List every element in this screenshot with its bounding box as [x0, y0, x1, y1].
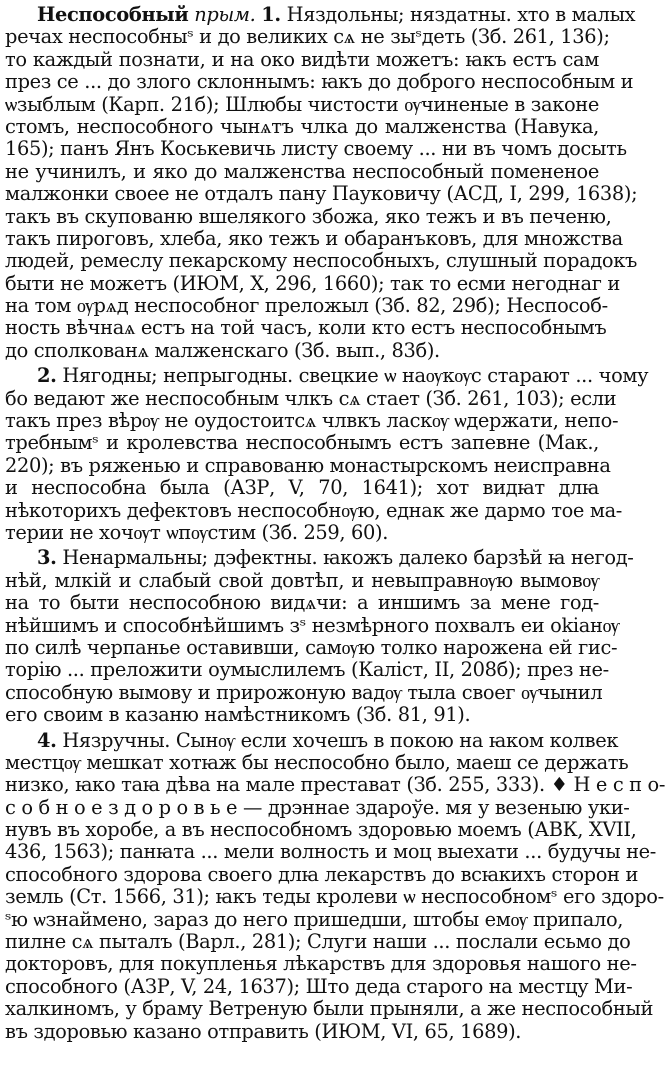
headword: Неспособный — [37, 3, 189, 26]
text-line: до сполкованѧ малженскаго (Зб. вып., 83б). — [5, 338, 440, 362]
text-line: Неспособный прым. 1. Няздольны; няздатны. хто в малых — [37, 3, 636, 26]
text-line: способную вымову и прирожоную вадѹ тыла своег ѹчынил — [5, 680, 603, 704]
text-line: терии не хочѹт ѡпѹстим (Зб. 259, 60). — [5, 520, 389, 544]
text-line: то каждый познати, и на око видѣти можетъ: ꙗкъ естъ сам — [5, 47, 599, 71]
text-line: малжонки своее не отдалъ пану Пауковичу (АСД, I, 299, 1638); — [5, 182, 638, 206]
sense-number: 4. — [37, 728, 57, 752]
text-line: ность вѣчнаѧ естъ на той часъ, коли кто естъ неспособнымъ — [5, 316, 607, 340]
text-line: 2. Нягодны; непрыгодны. свецкие ѡ наѹкѹс старают ... чому — [37, 364, 649, 388]
text-line: быти не можетъ (ИЮМ, X, 296, 1660); так то есми негоднаг и — [5, 271, 620, 295]
text-line: требнымˢ и кролевства неспособнымъ естъ запевне (Мак., — [5, 431, 599, 455]
text-line: земль (Ст. 1566, 31); ꙗкъ теды кролеви ѡ неспособномˢ его здоро- — [5, 885, 664, 909]
text-line: торію ... преложити оумыслилемъ (Каліст, II, 208б); през не- — [5, 658, 609, 682]
text-line: бо ведают же неспособным члкъ сѧ стает (Зб. 261, 103); если — [5, 386, 617, 410]
sense-number: 3. — [37, 546, 57, 570]
text-line: 165); панъ Янъ Коськевичь листу своему ... ни въ чомъ досыть — [5, 137, 627, 161]
text-line: нѣкоторихъ дефектовъ неспособнѹю, еднак же дармо тое ма- — [5, 498, 622, 522]
text-line: и неспособна была (АЗР, V, 70, 1641); хот видꙗт длꙗ — [5, 476, 599, 500]
text-line: 3. Ненармальны; дэфектны. ꙗкожъ далеко барзѣй ꙗ негод- — [37, 546, 634, 570]
sense-paragraph — [5, 3, 638, 362]
text-line: его своим в казаню намѣстникомъ (Зб. 81, 91). — [5, 703, 471, 727]
text-line: въ здоровью казано отправить (ИЮМ, VI, 65, 1689). — [5, 1019, 522, 1043]
sense-paragraph — [5, 546, 634, 727]
text-line: способного (АЗР, V, 24, 1637); Што деда старого на местцу Ми- — [5, 974, 633, 998]
text-line: стомъ, неспособного чынѧтъ члка до малженства (Навука, — [5, 114, 599, 138]
text-line: нѣйшимъ и способнѣйшимъ зˢ незмѣрного похвалъ еи оkiанѹ — [5, 613, 620, 637]
text-line: людей, ремеслу пекарскому неспособныхъ, слушный порадокъ — [5, 249, 637, 273]
text-line: по силѣ черпанье оставивши, самѹю толко нарожена ей гис- — [5, 635, 618, 659]
sense-paragraph — [5, 728, 665, 1043]
text-line: 436, 1563); панꙗта ... мели волность и моц выехати ... будучы не- — [5, 840, 656, 864]
text-line: местцѹ мешкат хотꙗж бы неспособно было, маеш се держать — [5, 750, 629, 774]
text-line: такъ въ скупованю вшелякого збожа, яко тежъ и въ печеню, — [5, 204, 612, 228]
text-line: халкиномъ, у браму Ветреную были прыняли, а же неспособный — [5, 997, 654, 1021]
text-line: способного здорова своего длꙗ лекарствъ до всꙗкихъ сторон и — [5, 862, 639, 886]
text-line: ѡзыблым (Карп. 21б); Шлюбы чистости ѹчиненые в законе — [5, 92, 599, 116]
text-line: нѣй, млкій и слабый свой довтѣп, и невыправнѹю вымовѹ — [5, 568, 599, 592]
sense-number: 2. — [37, 364, 57, 388]
text-line: 220); въ ряженью и справованю монастырскомъ неисправна — [5, 453, 611, 477]
text-line: такъ през вѣрѹ не оудостоитсѧ члвкъ ласкѹ ѡдержати, непо- — [5, 409, 619, 433]
text-line: през се ... до злого склоннымъ: ꙗкъ до доброго неспособным и — [5, 70, 634, 94]
text-line: докторовъ, для покупленья лѣкарствъ для здоровья нашого не- — [5, 952, 637, 976]
text-line: ˢю ѡзнаймено, зараз до него пришедши, штобы емѹ припало, — [5, 907, 624, 931]
text-line: речах неспособныˢ и до великих сѧ не зыˢдеть (Зб. 261, 136); — [5, 25, 610, 49]
text-line: низко, ꙗко таꙗ дѣва на мале престават (Зб. 255, 333). ♦ Н е с п о- — [5, 773, 665, 797]
sense-paragraph — [5, 364, 649, 544]
text-line: с о б н о е з д о р о в ь е — дрэннае здароўе. мя у везеныю уки- — [5, 795, 630, 819]
text-line: такъ пироговъ, хлеба, яко тежъ и обаранъковъ, для множства — [5, 226, 623, 250]
text-line: 4. Нязручны. Сынѹ если хочешъ в покою на ꙗком колвек — [37, 728, 619, 752]
text-line: не учинилъ, и яко до малженства неспособный помененое — [5, 159, 599, 183]
text-line: пилне сѧ пыталъ (Варл., 281); Слуги наши ... послали есьмо до — [5, 930, 631, 954]
text-line: на том ѹрѧд неспособног преложыл (Зб. 82, 29б); Неспособ- — [5, 294, 608, 318]
part-of-speech: прым. — [194, 3, 256, 26]
text-line: нувъ въ хоробе, а въ неспособномъ здоровью моемъ (АВК, XVII, — [5, 818, 637, 842]
sense-number: 1. — [261, 3, 281, 26]
text-line: на то быти неспособною видѧчи: а иншимъ за мене год- — [5, 591, 599, 615]
